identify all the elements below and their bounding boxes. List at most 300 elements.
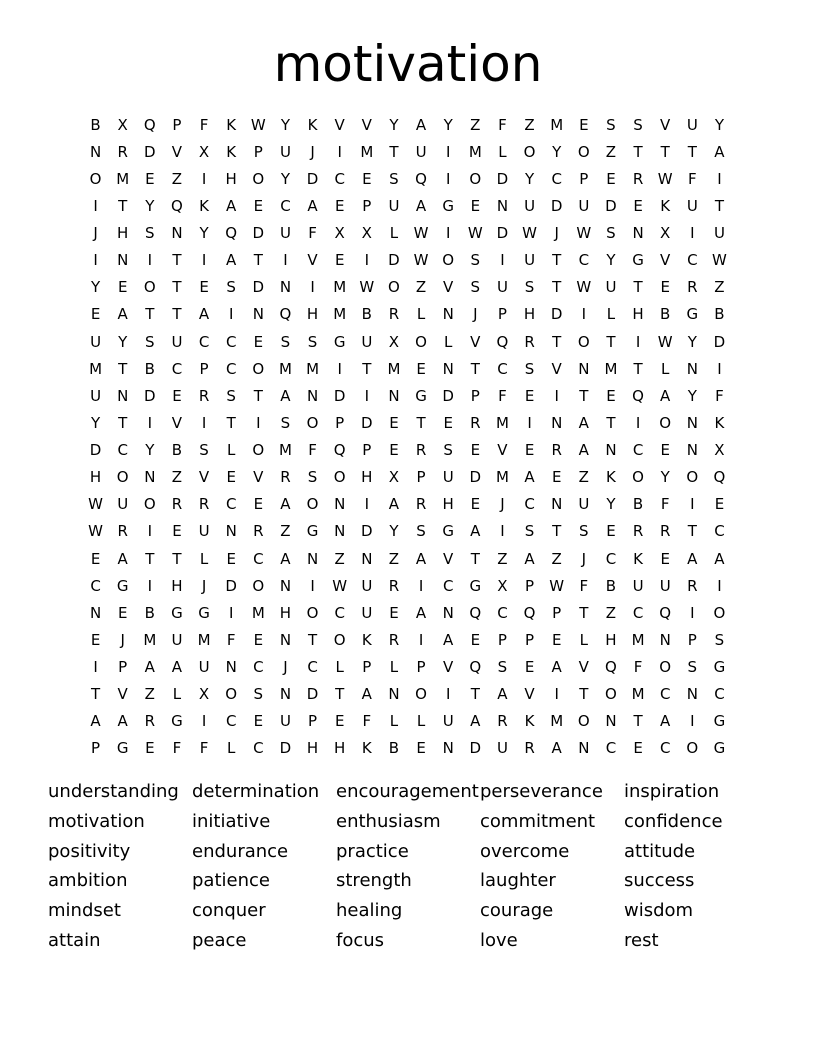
- grid-letter: S: [226, 386, 236, 405]
- grid-letter: Q: [333, 441, 346, 460]
- grid-letter: M: [631, 630, 645, 649]
- grid-letter: S: [307, 332, 318, 351]
- grid-letter: O: [577, 142, 590, 161]
- grid-letter: W: [576, 278, 592, 297]
- grid-letter: T: [552, 251, 562, 270]
- grid-letter: I: [554, 386, 559, 405]
- grid-letter: O: [306, 495, 319, 514]
- grid-letter: T: [362, 359, 372, 378]
- grid-letter: A: [171, 658, 183, 677]
- grid-letter: U: [496, 278, 508, 297]
- grid-letter: W: [88, 495, 103, 514]
- grid-letter: E: [172, 522, 182, 541]
- grid-letter: Y: [552, 142, 562, 161]
- grid-letter: P: [470, 386, 480, 405]
- grid-letter: L: [661, 359, 670, 378]
- grid-letter: H: [89, 468, 102, 487]
- grid-letter: C: [225, 712, 237, 731]
- grid-letter: W: [712, 251, 727, 270]
- grid-letter: B: [605, 576, 617, 595]
- grid-letter: V: [334, 115, 345, 134]
- grid-letter: P: [199, 359, 209, 378]
- grid-letter: Y: [118, 332, 128, 351]
- grid-letter: P: [497, 630, 507, 649]
- grid-letter: T: [253, 251, 263, 270]
- grid-letter: E: [199, 278, 209, 297]
- grid-letter: N: [442, 739, 454, 758]
- grid-letter: I: [337, 142, 342, 161]
- grid-letter: G: [333, 332, 346, 351]
- grid-letter: V: [443, 658, 454, 677]
- grid-letter: E: [606, 169, 616, 188]
- grid-letter: S: [524, 359, 535, 378]
- grid-letter: B: [660, 305, 671, 324]
- grid-letter: R: [632, 169, 644, 188]
- grid-letter: C: [659, 685, 671, 704]
- grid-letter: H: [306, 305, 319, 324]
- grid-letter: R: [524, 739, 535, 758]
- grid-letter: U: [415, 142, 427, 161]
- grid-letter: N: [225, 658, 237, 677]
- grid-letter: Q: [713, 468, 726, 487]
- grid-letter: P: [118, 658, 128, 677]
- grid-letter: A: [470, 522, 481, 541]
- grid-letter: G: [469, 576, 482, 595]
- grid-letter: R: [415, 495, 427, 514]
- word-list-item: rest: [624, 929, 659, 951]
- grid-letter: I: [228, 305, 234, 324]
- grid-letter: L: [335, 658, 344, 677]
- grid-letter: U: [578, 196, 590, 215]
- grid-letter: V: [361, 115, 372, 134]
- word-list-item: enthusiasm: [336, 810, 441, 832]
- grid-letter: Z: [144, 685, 155, 704]
- grid-letter: T: [118, 359, 128, 378]
- grid-letter: R: [415, 441, 427, 460]
- grid-letter: D: [469, 739, 482, 758]
- grid-letter: Q: [659, 603, 672, 622]
- grid-letter: Y: [145, 196, 155, 215]
- grid-letter: C: [551, 169, 562, 188]
- grid-letter: T: [606, 413, 616, 432]
- word-list-item: mindset: [48, 900, 121, 922]
- grid-letter: I: [93, 251, 98, 270]
- grid-letter: T: [172, 278, 182, 297]
- grid-letter: A: [524, 468, 535, 487]
- grid-letter: E: [253, 495, 264, 514]
- grid-letter: S: [280, 413, 291, 432]
- grid-letter: M: [197, 630, 211, 649]
- grid-letter: C: [253, 549, 264, 568]
- grid-letter: I: [445, 685, 451, 704]
- grid-letter: N: [117, 386, 129, 405]
- grid-letter: A: [497, 685, 508, 704]
- grid-letter: U: [442, 712, 454, 731]
- grid-letter: M: [387, 359, 401, 378]
- grid-letter: Z: [497, 549, 508, 568]
- grid-letter: V: [578, 658, 589, 677]
- grid-letter: S: [714, 630, 725, 649]
- grid-letter: D: [252, 224, 265, 243]
- grid-letter: O: [252, 576, 265, 595]
- grid-letter: N: [225, 522, 237, 541]
- grid-letter: J: [93, 224, 98, 243]
- grid-letter: D: [144, 386, 156, 405]
- grid-letter: Q: [523, 603, 536, 622]
- grid-letter: M: [333, 305, 347, 324]
- grid-letter: R: [144, 712, 156, 731]
- grid-letter: E: [172, 386, 182, 405]
- grid-letter: G: [116, 739, 129, 758]
- grid-letter: A: [415, 196, 427, 215]
- grid-letter: I: [364, 251, 370, 270]
- grid-letter: H: [279, 603, 292, 622]
- grid-letter: T: [118, 196, 128, 215]
- grid-letter: G: [198, 603, 210, 622]
- grid-letter: Q: [279, 305, 292, 324]
- grid-letter: U: [279, 142, 291, 161]
- grid-letter: C: [632, 603, 644, 622]
- grid-letter: O: [659, 658, 672, 677]
- word-list-item: endurance: [192, 840, 289, 862]
- grid-letter: J: [500, 495, 505, 514]
- grid-letter: N: [388, 685, 400, 704]
- grid-letter: T: [552, 332, 562, 351]
- grid-letter: T: [172, 305, 182, 324]
- grid-letter: X: [198, 142, 210, 161]
- grid-letter: X: [334, 224, 345, 243]
- grid-letter: S: [443, 441, 453, 460]
- grid-letter: E: [416, 739, 426, 758]
- grid-letter: N: [306, 549, 319, 568]
- grid-letter: J: [283, 658, 288, 677]
- grid-letter: D: [496, 224, 509, 243]
- grid-letter: U: [198, 658, 210, 677]
- grid-letter: M: [251, 603, 265, 622]
- grid-letter: K: [524, 712, 535, 731]
- grid-letter: Y: [687, 386, 697, 405]
- grid-letter: T: [633, 142, 643, 161]
- word-list-item: motivation: [48, 810, 145, 832]
- grid-letter: P: [687, 630, 697, 649]
- grid-letter: O: [89, 169, 102, 188]
- grid-letter: M: [550, 115, 564, 134]
- grid-letter: W: [359, 278, 375, 297]
- grid-letter: O: [659, 413, 672, 432]
- grid-letter: L: [444, 332, 453, 351]
- word-list: [48, 778, 788, 957]
- grid-letter: S: [253, 685, 264, 704]
- grid-letter: S: [606, 115, 616, 134]
- grid-letter: X: [497, 576, 508, 595]
- grid-letter: I: [635, 413, 641, 432]
- grid-letter: N: [686, 685, 698, 704]
- grid-letter: W: [467, 224, 483, 243]
- grid-letter: V: [497, 441, 508, 460]
- grid-letter: C: [605, 739, 617, 758]
- grid-letter: P: [362, 441, 372, 460]
- grid-letter: E: [117, 278, 128, 297]
- grid-letter: P: [308, 712, 318, 731]
- grid-letter: L: [227, 739, 236, 758]
- grid-letter: K: [714, 413, 725, 432]
- grid-letter: A: [443, 630, 454, 649]
- grid-letter: T: [253, 386, 263, 405]
- grid-letter: A: [415, 603, 427, 622]
- grid-letter: Z: [415, 278, 427, 297]
- grid-letter: S: [497, 658, 508, 677]
- grid-letter: X: [361, 224, 372, 243]
- grid-letter: M: [604, 359, 618, 378]
- grid-letter: L: [389, 224, 399, 243]
- grid-letter: D: [306, 169, 319, 188]
- grid-letter: W: [250, 115, 266, 134]
- grid-letter: T: [470, 359, 480, 378]
- grid-letter: R: [687, 278, 698, 297]
- grid-letter: C: [280, 196, 291, 215]
- grid-letter: Y: [714, 115, 725, 134]
- grid-letter: A: [578, 413, 589, 432]
- grid-letter: I: [690, 712, 695, 731]
- grid-letter: R: [171, 495, 183, 514]
- word-list-item: conquer: [192, 900, 266, 922]
- word-list-item: initiative: [192, 810, 271, 832]
- grid-letter: A: [470, 712, 481, 731]
- grid-letter: I: [201, 169, 207, 188]
- grid-letter: G: [442, 196, 454, 215]
- grid-letter: X: [714, 441, 725, 460]
- grid-letter: S: [606, 224, 616, 243]
- grid-letter: I: [147, 576, 153, 595]
- grid-letter: I: [93, 196, 98, 215]
- grid-letter: L: [389, 658, 399, 677]
- grid-letter: Z: [551, 549, 562, 568]
- grid-letter: V: [443, 278, 454, 297]
- grid-letter: C: [524, 495, 535, 514]
- grid-letter: T: [579, 386, 589, 405]
- grid-letter: U: [361, 576, 373, 595]
- grid-letter: V: [551, 359, 562, 378]
- grid-letter: Z: [171, 169, 183, 188]
- grid-letter: L: [606, 305, 616, 324]
- grid-letter: O: [252, 359, 265, 378]
- grid-letter: I: [690, 495, 695, 514]
- grid-letter: N: [632, 224, 644, 243]
- grid-letter: A: [117, 549, 128, 568]
- grid-letter: N: [551, 413, 563, 432]
- grid-letter: P: [497, 305, 507, 324]
- grid-letter: D: [469, 468, 482, 487]
- grid-letter: R: [524, 332, 535, 351]
- grid-letter: L: [579, 630, 588, 649]
- grid-letter: S: [280, 332, 291, 351]
- grid-letter: N: [117, 251, 129, 270]
- grid-letter: Y: [606, 251, 616, 270]
- grid-letter: T: [579, 603, 589, 622]
- grid-letter: E: [334, 196, 345, 215]
- grid-letter: E: [389, 413, 399, 432]
- grid-letter: O: [415, 332, 427, 351]
- grid-letter: D: [496, 169, 509, 188]
- grid-letter: U: [117, 495, 129, 514]
- grid-letter: B: [171, 441, 183, 460]
- grid-letter: I: [527, 413, 532, 432]
- grid-letter: S: [687, 658, 698, 677]
- grid-letter: I: [310, 278, 315, 297]
- grid-letter: Z: [280, 522, 291, 541]
- grid-letter: G: [632, 251, 644, 270]
- grid-letter: E: [660, 278, 670, 297]
- grid-letter: N: [89, 142, 102, 161]
- grid-letter: U: [90, 332, 102, 351]
- word-list-item: confidence: [624, 810, 723, 832]
- word-list-item: determination: [192, 781, 320, 802]
- word-list-item: inspiration: [624, 781, 720, 802]
- grid-letter: U: [524, 251, 536, 270]
- grid-letter: U: [361, 603, 373, 622]
- grid-letter: V: [660, 251, 671, 270]
- grid-letter: S: [633, 115, 643, 134]
- grid-letter: C: [632, 441, 644, 460]
- grid-letter: U: [686, 196, 698, 215]
- grid-letter: T: [633, 278, 643, 297]
- grid-letter: B: [144, 359, 155, 378]
- grid-letter: R: [280, 468, 291, 487]
- grid-letter: T: [552, 522, 562, 541]
- grid-letter: O: [577, 712, 590, 731]
- grid-letter: K: [226, 142, 237, 161]
- grid-letter: M: [278, 359, 292, 378]
- grid-letter: V: [470, 332, 481, 351]
- grid-letter: U: [442, 468, 454, 487]
- grid-letter: W: [549, 576, 565, 595]
- grid-letter: W: [413, 224, 429, 243]
- word-list-item: courage: [480, 900, 554, 922]
- grid-letter: E: [470, 630, 481, 649]
- grid-letter: M: [495, 413, 509, 432]
- grid-letter: M: [631, 685, 645, 704]
- grid-letter: A: [144, 658, 155, 677]
- grid-letter: P: [91, 739, 101, 758]
- grid-letter: N: [605, 712, 617, 731]
- grid-letter: H: [605, 630, 617, 649]
- grid-letter: F: [687, 169, 697, 188]
- grid-letter: S: [389, 169, 399, 188]
- grid-letter: T: [335, 685, 345, 704]
- grid-letter: J: [310, 142, 315, 161]
- grid-letter: E: [145, 169, 155, 188]
- grid-letter: T: [552, 278, 562, 297]
- grid-letter: E: [551, 468, 562, 487]
- grid-letter: R: [117, 522, 128, 541]
- grid-letter: U: [198, 522, 210, 541]
- grid-letter: C: [714, 522, 725, 541]
- grid-letter: U: [279, 712, 291, 731]
- grid-letter: N: [279, 576, 292, 595]
- grid-letter: A: [415, 115, 427, 134]
- grid-letter: P: [552, 603, 562, 622]
- grid-letter: W: [332, 576, 348, 595]
- grid-letter: O: [333, 630, 346, 649]
- grid-letter: I: [337, 359, 342, 378]
- grid-letter: N: [334, 495, 346, 514]
- grid-letter: A: [280, 386, 291, 405]
- grid-letter: P: [416, 468, 426, 487]
- grid-letter: Y: [660, 468, 670, 487]
- grid-letter: H: [442, 495, 454, 514]
- grid-letter: T: [90, 685, 101, 704]
- grid-letter: F: [199, 739, 209, 758]
- grid-letter: T: [633, 359, 643, 378]
- grid-letter: Z: [578, 468, 589, 487]
- grid-letter: M: [143, 630, 157, 649]
- grid-letter: Y: [606, 495, 616, 514]
- grid-letter: Y: [389, 115, 399, 134]
- grid-letter: H: [632, 305, 644, 324]
- grid-letter: H: [306, 739, 319, 758]
- grid-letter: S: [226, 278, 236, 297]
- grid-letter: Z: [605, 603, 617, 622]
- grid-letter: A: [714, 142, 725, 161]
- grid-letter: P: [525, 576, 535, 595]
- grid-letter: E: [633, 196, 643, 215]
- word-list-item: patience: [192, 870, 270, 892]
- grid-letter: A: [117, 712, 128, 731]
- grid-letter: B: [388, 739, 400, 758]
- grid-letter: V: [198, 468, 210, 487]
- grid-letter: B: [361, 305, 372, 324]
- grid-letter: M: [89, 359, 103, 378]
- grid-letter: Q: [143, 115, 156, 134]
- grid-letter: E: [524, 386, 535, 405]
- grid-letter: L: [416, 712, 426, 731]
- page-title: motivation: [273, 35, 543, 93]
- grid-letter: I: [147, 413, 153, 432]
- grid-letter: X: [660, 224, 671, 243]
- grid-letter: F: [579, 576, 589, 595]
- grid-letter: C: [687, 251, 698, 270]
- grid-letter: S: [470, 251, 481, 270]
- grid-letter: A: [551, 739, 562, 758]
- word-list-item: understanding: [48, 781, 179, 802]
- grid-letter: O: [306, 413, 319, 432]
- grid-letter: H: [171, 576, 183, 595]
- grid-letter: A: [714, 549, 725, 568]
- grid-letter: N: [144, 468, 156, 487]
- grid-letter: T: [470, 685, 480, 704]
- grid-letter: N: [686, 413, 698, 432]
- grid-letter: E: [416, 359, 426, 378]
- grid-letter: D: [252, 278, 265, 297]
- grid-letter: D: [550, 196, 563, 215]
- grid-letter: T: [307, 630, 318, 649]
- grid-letter: C: [253, 739, 264, 758]
- word-list-item: ambition: [48, 870, 128, 892]
- grid-letter: F: [308, 441, 317, 460]
- grid-letter: A: [90, 712, 101, 731]
- grid-letter: H: [334, 739, 346, 758]
- grid-letter: D: [225, 576, 237, 595]
- grid-letter: C: [334, 169, 345, 188]
- grid-letter: E: [443, 413, 453, 432]
- grid-letter: G: [442, 522, 454, 541]
- grid-letter: V: [443, 549, 454, 568]
- grid-letter: U: [605, 278, 617, 297]
- grid-letter: N: [252, 305, 264, 324]
- grid-letter: Y: [145, 441, 155, 460]
- grid-letter: H: [523, 305, 536, 324]
- grid-letter: E: [524, 658, 535, 677]
